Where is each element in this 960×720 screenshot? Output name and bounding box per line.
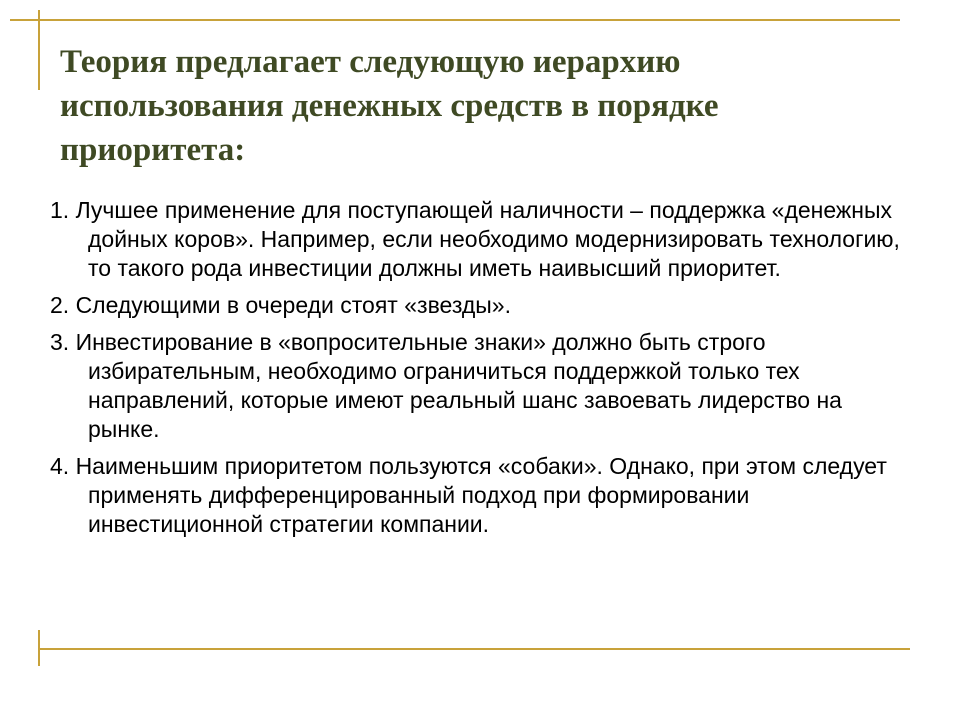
list-item-question-marks: 3. Инвестирование в «вопросительные знаки» должно быть строго избирательным, необходимо ограничиться поддержкой только тех направлений, которые имеют реальный шанс завоевать лидерство на рынке. <box>50 329 842 442</box>
bottom-accent-line <box>38 648 910 650</box>
slide-title: Теория предлагает следующую иерархию использования денежных средств в порядке приоритета: <box>60 44 719 168</box>
list-item-dogs: 4. Наименьшим приоритетом пользуются «собаки». Однако, при этом следует применять дифференцированный подход при формировании инвестиционной стратегии компании. <box>50 453 887 537</box>
priority-list <box>50 196 910 547</box>
left-accent-line <box>38 10 40 90</box>
top-accent-line <box>10 19 900 21</box>
list-item-cash-cows: 1. Лучшее применение для поступающей наличности – поддержка «денежных дойных коров». Например, если необходимо модернизировать технологию, то такого рода инвестиции должны иметь наивысший приоритет. <box>50 197 900 281</box>
list-item-stars: 2. Следующими в очереди стоят «звезды». <box>50 292 511 318</box>
